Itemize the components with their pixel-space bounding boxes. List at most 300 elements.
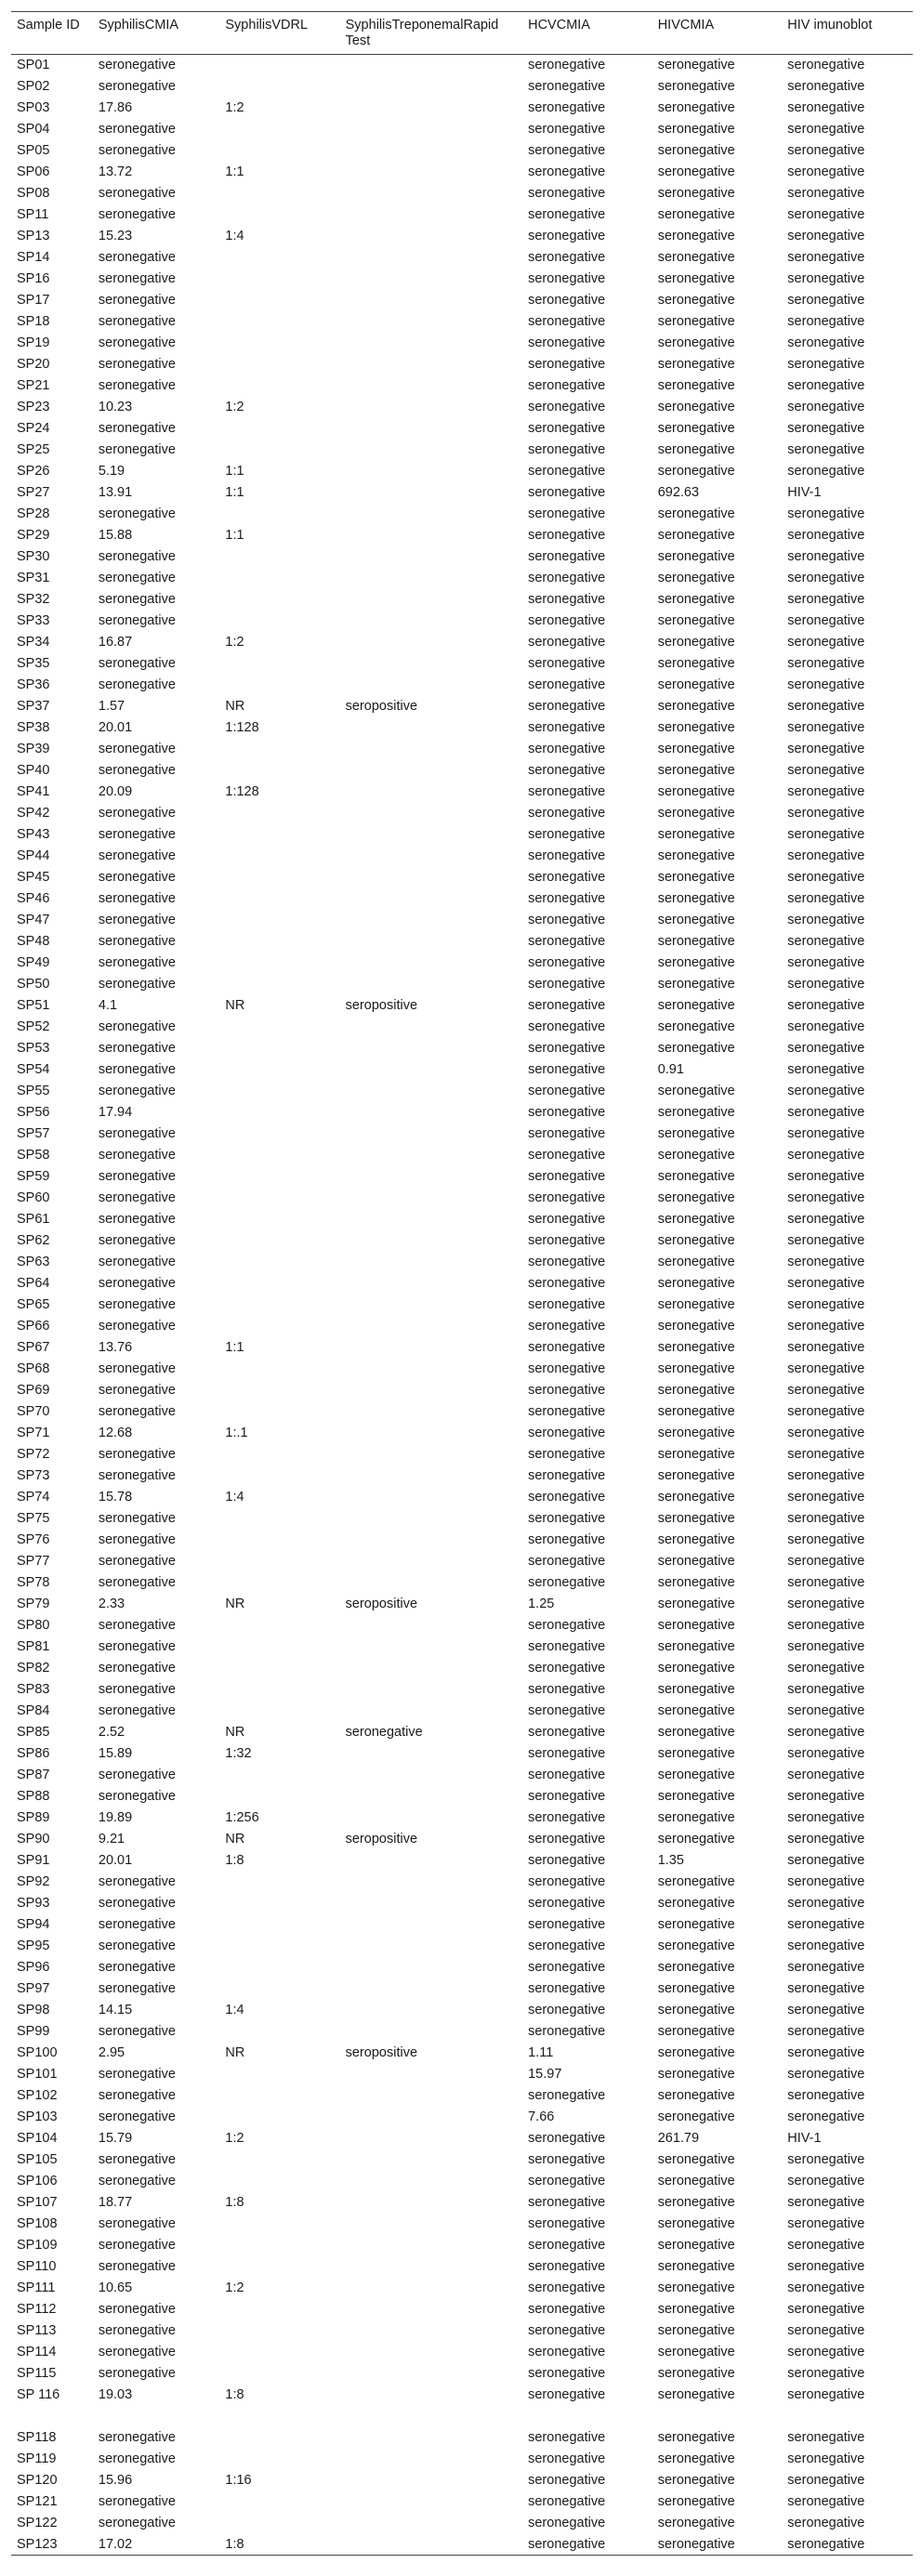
cell-syphilis-vdrl <box>219 1188 339 1209</box>
cell-syphilis-vdrl <box>219 1166 339 1188</box>
cell-syphilis-cmia: seronegative <box>98 313 176 329</box>
cell-hcv-cmia: seronegative <box>528 2002 606 2017</box>
cell-hcv-cmia: seronegative <box>528 1168 606 1184</box>
cell-sample-id: SP119 <box>17 2451 57 2466</box>
cell-hcv-cmia: seronegative <box>528 2429 606 2445</box>
cell-hcv-cmia: seronegative <box>528 2023 606 2039</box>
cell-hiv-immunoblot: seronegative <box>787 612 865 628</box>
cell-syphilis-cmia: 17.94 <box>98 1104 133 1120</box>
cell-hcv-cmia: seronegative <box>528 1916 606 1932</box>
cell-syphilis-cmia: seronegative <box>98 1467 176 1483</box>
cell-syphilis-vdrl <box>219 2214 339 2235</box>
table-row <box>11 98 913 119</box>
cell-syphilis-rapid-test <box>340 546 522 568</box>
cell-hiv-cmia: 1.35 <box>657 1852 684 1868</box>
cell-hcv-cmia: seronegative <box>528 2173 606 2188</box>
cell-sample-id: SP70 <box>17 1403 50 1419</box>
cell-syphilis-cmia: seronegative <box>98 1040 176 1056</box>
cell-syphilis-cmia: seronegative <box>98 1553 176 1569</box>
cell-syphilis-vdrl <box>219 760 339 782</box>
cell-syphilis-cmia: seronegative <box>98 2429 176 2445</box>
cell-syphilis-cmia: seronegative <box>98 1147 176 1163</box>
table-row <box>11 1722 913 1743</box>
cell-hiv-immunoblot: seronegative <box>787 783 865 799</box>
cell-syphilis-cmia: seronegative <box>98 1873 176 1889</box>
cell-hiv-cmia: seronegative <box>657 1531 735 1547</box>
cell-hcv-cmia: seronegative <box>528 1895 606 1911</box>
cell-hiv-cmia: seronegative <box>657 1360 735 1376</box>
table-row <box>11 696 913 717</box>
cell-sample-id: SP78 <box>17 1574 50 1590</box>
cell-syphilis-cmia: seronegative <box>98 335 176 350</box>
table-row <box>11 1102 913 1124</box>
cell-sample-id: SP31 <box>17 570 50 585</box>
table-row <box>11 717 913 739</box>
cell-syphilis-cmia: 17.02 <box>93 2534 220 2556</box>
cell-syphilis-cmia: 19.89 <box>98 1809 133 1825</box>
cell-syphilis-vdrl <box>219 1551 339 1572</box>
cell-hcv-cmia: seronegative <box>528 2451 606 2466</box>
cell-syphilis-rapid-test <box>340 2449 522 2470</box>
cell-syphilis-rapid-test <box>340 1679 522 1701</box>
cell-hiv-immunoblot: seronegative <box>787 570 865 585</box>
cell-hiv-immunoblot: seronegative <box>787 1531 865 1547</box>
cell-syphilis-vdrl <box>219 1893 339 1914</box>
column-header-hiv-immunoblot: HIV imunoblot <box>782 12 913 55</box>
cell-hiv-immunoblot: seronegative <box>787 1574 865 1590</box>
cell-syphilis-vdrl: 1:2 <box>225 399 244 414</box>
cell-hcv-cmia: 15.97 <box>528 2066 562 2082</box>
cell-sample-id: SP16 <box>17 270 50 286</box>
table-row <box>11 397 913 418</box>
cell-syphilis-cmia: 13.72 <box>98 164 133 179</box>
table-row <box>11 1508 913 1530</box>
cell-hiv-cmia: seronegative <box>657 292 735 308</box>
cell-syphilis-cmia: seronegative <box>98 741 176 756</box>
column-header-hcv-cmia: HCVCMIA <box>522 12 652 55</box>
cell-hcv-cmia: 1.25 <box>528 1596 555 1611</box>
table-row <box>11 653 913 675</box>
cell-sample-id: SP26 <box>17 463 50 479</box>
cell-syphilis-vdrl <box>219 1380 339 1401</box>
cell-syphilis-rapid-test <box>340 1957 522 1978</box>
table-row <box>11 1914 913 1936</box>
cell-hcv-cmia: seronegative <box>528 1211 606 1227</box>
cell-hiv-cmia: seronegative <box>657 1553 735 1569</box>
cell-hiv-immunoblot: seronegative <box>787 2301 865 2317</box>
cell-sample-id: SP97 <box>17 1980 50 1996</box>
cell-syphilis-vdrl <box>219 311 339 333</box>
cell-syphilis-cmia: seronegative <box>98 1296 176 1312</box>
cell-hiv-cmia: seronegative <box>657 2301 735 2317</box>
cell-sample-id: SP99 <box>17 2023 50 2039</box>
cell-hiv-immunoblot: seronegative <box>787 1189 865 1205</box>
cell-hiv-cmia: seronegative <box>657 2386 735 2402</box>
cell-sample-id: SP61 <box>17 1211 50 1227</box>
cell-sample-id: SP87 <box>17 1767 50 1782</box>
cell-syphilis-cmia: seronegative <box>98 1360 176 1376</box>
cell-sample-id: SP57 <box>17 1125 50 1141</box>
table-row <box>11 1359 913 1380</box>
cell-syphilis-vdrl <box>219 2427 339 2449</box>
cell-syphilis-cmia: 5.19 <box>98 463 125 479</box>
cell-hiv-cmia: seronegative <box>657 377 735 393</box>
cell-hcv-cmia: seronegative <box>528 2301 606 2317</box>
cell-sample-id: SP69 <box>17 1382 50 1398</box>
table-row <box>11 611 913 632</box>
table-row <box>11 568 913 589</box>
table-row <box>11 1829 913 1850</box>
cell-hcv-cmia: seronegative <box>528 1061 606 1077</box>
table-row <box>11 2278 913 2299</box>
cell-syphilis-vdrl <box>219 119 339 140</box>
cell-hcv-cmia: seronegative <box>528 78 606 94</box>
cell-hiv-cmia: seronegative <box>657 741 735 756</box>
cell-syphilis-cmia: seronegative <box>98 848 176 863</box>
cell-syphilis-cmia: seronegative <box>98 2066 176 2082</box>
cell-syphilis-vdrl <box>219 2107 339 2128</box>
cell-hiv-immunoblot: seronegative <box>787 1425 865 1440</box>
cell-syphilis-rapid-test <box>340 1743 522 1765</box>
cell-hiv-cmia: seronegative <box>657 869 735 885</box>
cell-syphilis-vdrl: 1:128 <box>225 719 259 735</box>
cell-sample-id: SP75 <box>17 1510 50 1526</box>
cell-syphilis-vdrl <box>219 140 339 162</box>
cell-hiv-immunoblot: seronegative <box>787 805 865 821</box>
cell-syphilis-rapid-test <box>340 1914 522 1936</box>
cell-syphilis-cmia: seronegative <box>98 2215 176 2231</box>
cell-sample-id: SP37 <box>17 698 50 714</box>
cell-syphilis-rapid-test <box>340 611 522 632</box>
cell-hiv-cmia: seronegative <box>657 2023 735 2039</box>
cell-hiv-immunoblot: seronegative <box>787 1980 865 1996</box>
cell-hiv-immunoblot: seronegative <box>787 99 865 115</box>
cell-hiv-immunoblot: seronegative <box>787 164 865 179</box>
cell-hiv-immunoblot: seronegative <box>787 698 865 714</box>
cell-syphilis-cmia: seronegative <box>98 2173 176 2188</box>
cell-syphilis-cmia: seronegative <box>98 869 176 885</box>
cell-hcv-cmia: seronegative <box>528 783 606 799</box>
cell-syphilis-vdrl: 1:4 <box>225 1489 244 1505</box>
cell-hiv-cmia: seronegative <box>657 1489 735 1505</box>
cell-hcv-cmia: seronegative <box>528 1959 606 1975</box>
cell-syphilis-rapid-test: seropositive <box>345 1596 418 1611</box>
cell-hiv-cmia: seronegative <box>657 2472 735 2488</box>
table-row <box>11 2021 913 2043</box>
cell-sample-id: SP59 <box>17 1168 50 1184</box>
cell-hiv-immunoblot: seronegative <box>787 527 865 543</box>
cell-hiv-cmia: seronegative <box>657 634 735 650</box>
cell-syphilis-cmia: seronegative <box>98 356 176 372</box>
table-row <box>11 76 913 98</box>
table-row <box>11 2363 913 2385</box>
cell-hiv-immunoblot: seronegative <box>787 826 865 842</box>
cell-hiv-cmia: seronegative <box>657 2044 735 2060</box>
cell-syphilis-cmia: seronegative <box>98 890 176 906</box>
cell-syphilis-cmia: 20.01 <box>98 1852 133 1868</box>
cell-syphilis-vdrl <box>219 1465 339 1487</box>
cell-hiv-cmia: seronegative <box>657 1467 735 1483</box>
cell-syphilis-vdrl: NR <box>225 1596 245 1611</box>
cell-hiv-immunoblot: seronegative <box>787 463 865 479</box>
cell-sample-id: SP96 <box>17 1959 50 1975</box>
cell-syphilis-rapid-test <box>340 2171 522 2192</box>
cell-syphilis-vdrl <box>219 183 339 204</box>
cell-syphilis-cmia: 20.01 <box>98 719 133 735</box>
cell-syphilis-cmia: seronegative <box>98 612 176 628</box>
cell-syphilis-vdrl: 1:2 <box>225 2130 244 2146</box>
cell-syphilis-cmia: seronegative <box>98 805 176 821</box>
cell-hcv-cmia: seronegative <box>528 463 606 479</box>
cell-hiv-cmia: seronegative <box>657 2194 735 2210</box>
cell-sample-id: SP53 <box>17 1040 50 1056</box>
cell-syphilis-vdrl <box>219 910 339 931</box>
cell-hcv-cmia: seronegative <box>528 1617 606 1633</box>
cell-syphilis-rapid-test <box>340 867 522 888</box>
cell-syphilis-rapid-test <box>340 2192 522 2214</box>
cell-hiv-immunoblot: seronegative <box>787 1232 865 1248</box>
cell-hiv-cmia: seronegative <box>657 1382 735 1398</box>
cell-hiv-immunoblot: seronegative <box>787 1446 865 1462</box>
cell-sample-id: SP47 <box>17 912 50 927</box>
cell-syphilis-rapid-test <box>340 119 522 140</box>
cell-hiv-cmia: seronegative <box>657 1189 735 1205</box>
cell-hiv-cmia: seronegative <box>657 783 735 799</box>
cell-hcv-cmia: seronegative <box>528 399 606 414</box>
table-row <box>11 1145 913 1166</box>
cell-hcv-cmia: seronegative <box>528 1189 606 1205</box>
cell-syphilis-cmia: seronegative <box>98 2515 176 2530</box>
cell-sample-id: SP58 <box>17 1147 50 1163</box>
cell-hiv-immunoblot: seronegative <box>787 2515 865 2530</box>
cell-syphilis-vdrl <box>219 55 339 76</box>
cell-syphilis-rapid-test <box>340 2064 522 2085</box>
cell-syphilis-rapid-test <box>340 1017 522 1038</box>
cell-syphilis-vdrl <box>219 1872 339 1893</box>
cell-syphilis-rapid-test <box>340 1508 522 1530</box>
table-row <box>11 1551 913 1572</box>
cell-syphilis-cmia: seronegative <box>98 2151 176 2167</box>
cell-hcv-cmia: seronegative <box>528 1040 606 1056</box>
table-row <box>11 1636 913 1658</box>
cell-syphilis-vdrl <box>219 1145 339 1166</box>
cell-syphilis-cmia: seronegative <box>98 506 176 521</box>
table-row <box>11 2385 913 2427</box>
cell-sample-id: SP35 <box>17 655 50 671</box>
cell-syphilis-rapid-test <box>340 1295 522 1316</box>
cell-syphilis-cmia: seronegative <box>98 1083 176 1098</box>
cell-hiv-immunoblot: seronegative <box>787 1617 865 1633</box>
cell-syphilis-rapid-test <box>340 1038 522 1059</box>
table-row <box>11 803 913 824</box>
table-row <box>11 1337 913 1359</box>
cell-hiv-immunoblot: seronegative <box>787 1360 865 1376</box>
cell-hiv-cmia: seronegative <box>657 58 735 72</box>
cell-syphilis-rapid-test <box>340 568 522 589</box>
cell-sample-id: SP28 <box>17 506 50 521</box>
cell-hiv-cmia: seronegative <box>657 2215 735 2231</box>
cell-syphilis-cmia: seronegative <box>98 1895 176 1911</box>
table-row <box>11 1038 913 1059</box>
cell-sample-id: SP19 <box>17 335 50 350</box>
cell-syphilis-cmia: seronegative <box>98 570 176 585</box>
cell-hiv-cmia: seronegative <box>657 356 735 372</box>
results-table-container <box>11 11 913 2556</box>
cell-hcv-cmia: seronegative <box>528 1531 606 1547</box>
cell-hiv-cmia: seronegative <box>657 1296 735 1312</box>
cell-hcv-cmia: seronegative <box>528 1510 606 1526</box>
cell-syphilis-cmia: seronegative <box>98 1061 176 1077</box>
cell-hcv-cmia: seronegative <box>528 2151 606 2167</box>
cell-syphilis-vdrl <box>219 1786 339 1807</box>
cell-hiv-cmia: seronegative <box>657 570 735 585</box>
cell-hcv-cmia: seronegative <box>528 1125 606 1141</box>
cell-syphilis-cmia: seronegative <box>98 1446 176 1462</box>
cell-hiv-immunoblot: seronegative <box>787 1638 865 1654</box>
cell-syphilis-cmia: seronegative <box>98 591 176 607</box>
table-row <box>11 1316 913 1337</box>
cell-sample-id: SP33 <box>17 612 50 628</box>
cell-syphilis-vdrl <box>219 867 339 888</box>
table-row <box>11 2000 913 2021</box>
cell-hiv-immunoblot: seronegative <box>787 1831 865 1847</box>
cell-syphilis-rapid-test <box>340 2320 522 2342</box>
cell-sample-id: SP02 <box>17 78 50 94</box>
cell-hcv-cmia: seronegative <box>528 1873 606 1889</box>
cell-syphilis-rapid-test <box>340 1444 522 1465</box>
cell-syphilis-cmia: seronegative <box>98 1531 176 1547</box>
cell-syphilis-rapid-test <box>340 311 522 333</box>
cell-syphilis-rapid-test <box>340 1359 522 1380</box>
cell-hcv-cmia: seronegative <box>528 890 606 906</box>
table-row <box>11 546 913 568</box>
cell-hiv-immunoblot: seronegative <box>787 356 865 372</box>
cell-hiv-cmia: seronegative <box>657 270 735 286</box>
cell-syphilis-cmia: 2.95 <box>98 2044 125 2060</box>
cell-hiv-cmia: seronegative <box>657 1767 735 1782</box>
cell-syphilis-vdrl <box>219 1017 339 1038</box>
cell-syphilis-vdrl <box>219 247 339 269</box>
cell-sample-id: SP24 <box>17 420 50 436</box>
cell-syphilis-rapid-test <box>340 2299 522 2320</box>
table-row <box>11 525 913 546</box>
table-row <box>11 183 913 204</box>
cell-syphilis-rapid-test <box>340 76 522 98</box>
table-row <box>11 440 913 461</box>
cell-syphilis-cmia: 10.65 <box>98 2280 133 2295</box>
cell-syphilis-vdrl <box>219 2085 339 2107</box>
cell-sample-id: SP52 <box>17 1019 50 1034</box>
table-row <box>11 226 913 247</box>
cell-hcv-cmia: seronegative <box>528 677 606 692</box>
cell-hcv-cmia: seronegative <box>528 612 606 628</box>
cell-syphilis-vdrl <box>219 1978 339 2000</box>
cell-syphilis-cmia: seronegative <box>98 2109 176 2124</box>
cell-hiv-cmia: seronegative <box>652 2534 783 2556</box>
cell-syphilis-vdrl <box>219 974 339 995</box>
table-row <box>11 1594 913 1615</box>
column-header-syphilis-rapid-test: SyphilisTreponemalRapid Test <box>340 12 522 55</box>
header-row <box>11 12 913 55</box>
cell-hcv-cmia: seronegative <box>528 1083 606 1098</box>
cell-hiv-cmia: seronegative <box>657 890 735 906</box>
cell-sample-id: SP21 <box>17 377 50 393</box>
cell-hiv-cmia: seronegative <box>657 933 735 949</box>
table-row <box>11 995 913 1017</box>
cell-hiv-immunoblot: seronegative <box>787 228 865 243</box>
cell-hiv-cmia: seronegative <box>657 677 735 692</box>
cell-hcv-cmia: seronegative <box>528 1019 606 1034</box>
cell-hiv-cmia: seronegative <box>657 2280 735 2295</box>
cell-syphilis-cmia: seronegative <box>98 2023 176 2039</box>
cell-syphilis-rapid-test <box>340 1230 522 1252</box>
cell-syphilis-rapid-test <box>340 1765 522 1786</box>
cell-hcv-cmia: 1.11 <box>528 2044 554 2060</box>
cell-hiv-cmia: seronegative <box>657 1681 735 1697</box>
cell-sample-id: SP40 <box>17 762 50 778</box>
cell-hiv-immunoblot: seronegative <box>787 591 865 607</box>
cell-syphilis-vdrl <box>219 1124 339 1145</box>
cell-syphilis-cmia: 15.78 <box>98 1489 133 1505</box>
cell-hcv-cmia: seronegative <box>528 1745 606 1761</box>
cell-hcv-cmia: seronegative <box>528 997 606 1013</box>
cell-hcv-cmia: seronegative <box>528 1425 606 1440</box>
table-row <box>11 2534 913 2556</box>
table-row <box>11 461 913 482</box>
cell-syphilis-rapid-test <box>340 1145 522 1166</box>
cell-sample-id: SP36 <box>17 677 50 692</box>
table-row <box>11 2513 913 2534</box>
cell-syphilis-cmia: 17.86 <box>98 99 133 115</box>
cell-syphilis-cmia: seronegative <box>98 2493 176 2509</box>
cell-syphilis-cmia: 1.57 <box>98 698 125 714</box>
cell-hiv-cmia: seronegative <box>657 1788 735 1804</box>
cell-hcv-cmia: seronegative <box>528 142 606 158</box>
cell-hiv-immunoblot: seronegative <box>787 1767 865 1782</box>
cell-syphilis-vdrl <box>219 354 339 375</box>
cell-syphilis-cmia: seronegative <box>98 58 176 72</box>
table-row <box>11 2320 913 2342</box>
cell-hiv-cmia: seronegative <box>657 228 735 243</box>
cell-hiv-cmia: seronegative <box>657 121 735 137</box>
cell-syphilis-cmia: seronegative <box>98 1510 176 1526</box>
cell-sample-id: SP23 <box>17 399 50 414</box>
cell-hcv-cmia: seronegative <box>528 1360 606 1376</box>
cell-hcv-cmia: seronegative <box>528 976 606 992</box>
cell-hcv-cmia: seronegative <box>528 2194 606 2210</box>
cell-syphilis-rapid-test <box>340 2149 522 2171</box>
cell-hcv-cmia: seronegative <box>528 2386 606 2402</box>
cell-hiv-immunoblot: seronegative <box>787 1147 865 1163</box>
cell-hcv-cmia: seronegative <box>528 1318 606 1334</box>
cell-hiv-immunoblot: seronegative <box>787 206 865 222</box>
cell-hiv-cmia: seronegative <box>657 206 735 222</box>
table-row <box>11 204 913 226</box>
cell-syphilis-vdrl: NR <box>225 698 245 714</box>
cell-sample-id: SP71 <box>17 1425 50 1440</box>
cell-sample-id: SP66 <box>17 1318 50 1334</box>
cell-hiv-immunoblot: seronegative <box>787 912 865 927</box>
table-row <box>11 1978 913 2000</box>
cell-hiv-immunoblot: seronegative <box>787 1702 865 1718</box>
cell-hcv-cmia: seronegative <box>528 1489 606 1505</box>
table-row <box>11 482 913 504</box>
cell-syphilis-cmia: seronegative <box>98 121 176 137</box>
cell-hcv-cmia: seronegative <box>528 655 606 671</box>
cell-syphilis-cmia: 15.96 <box>98 2472 133 2488</box>
cell-hcv-cmia: seronegative <box>528 1809 606 1825</box>
cell-sample-id: SP94 <box>17 1916 50 1932</box>
